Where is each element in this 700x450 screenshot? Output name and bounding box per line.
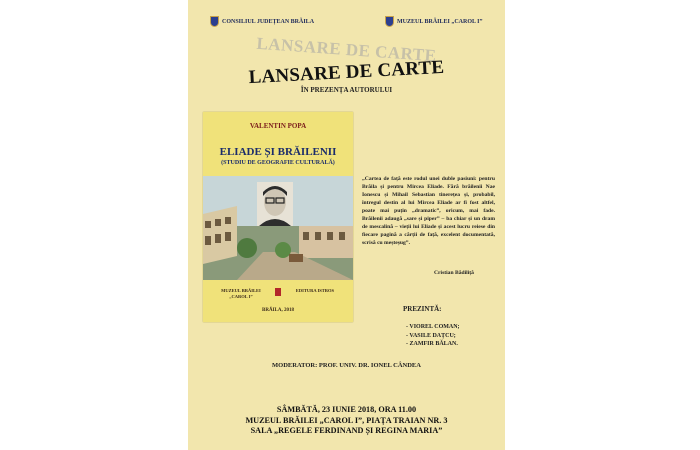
poster-subtitle: ÎN PREZENȚA AUTORULUI: [300, 86, 393, 94]
presenters-list: [406, 323, 460, 349]
publisher-museum-line1: MUZEUL BRĂILEI: [221, 288, 261, 293]
event-room: SALA „REGELE FERDINAND ȘI REGINA MARIA”: [250, 426, 443, 436]
book-title: ELIADE ȘI BRĂILENII: [219, 146, 337, 158]
book-quote: „Cartea de față este rodul unei duble pasiuni: pentru Brăila și pentru Mircea Eliade. Fără brăilenii Nae Ionescu și Mihail Sebastian tinerețea și, probabil, întregul destin al lui Mircea Eliade ar fi fost altfel, poate mai puțin „dramatic”, oricum, mai fade. Brăilenii adaugă „sare și piper” – ba chiar și un dram de mescalină – vieții lui Eliade și acest lucru reiese din fiecare pagină a cărții de față, excelent documentată, scrisă cu meșteșug”.: [362, 176, 495, 246]
presenter-name: - VASILE DAȚCU;: [406, 332, 456, 339]
event-details: [188, 405, 505, 437]
title-shadow: LANSARE DE CARTE: [255, 33, 438, 66]
book-cover: [203, 112, 353, 322]
poster-title: LANSARE DE CARTE: [248, 56, 445, 89]
museum-crest-icon: [385, 16, 394, 27]
museum-logo: [385, 16, 483, 27]
event-date: SÂMBĂTĂ, 23 IUNIE 2018, ORA 11.00: [276, 405, 417, 414]
event-venue: MUZEUL BRĂILEI „CAROL I”, PIAȚA TRAIAN NR. 3: [245, 415, 448, 425]
publication-place-year: BRĂILA, 2018: [262, 308, 294, 313]
county-council-label: CONSILIUL JUDEȚEAN BRĂILA: [222, 18, 315, 25]
presenters-label: PREZINTĂ:: [403, 305, 442, 313]
quote-author: Cristian Bădiliță: [434, 270, 474, 276]
publisher-logo-icon: [275, 288, 281, 296]
publisher-istros: EDITURA ISTROS: [295, 288, 335, 293]
street-and-portrait-image: [203, 176, 353, 280]
book-subtitle: (STUDIU DE GEOGRAFIE CULTURALĂ): [221, 160, 335, 166]
county-council-logo: [210, 16, 314, 27]
publisher-museum: [211, 288, 271, 299]
presenter-name: - VIOREL COMAN;: [406, 324, 460, 330]
county-crest-icon: [210, 16, 219, 27]
cover-illustration: [203, 176, 353, 280]
presenter-name: - ZAMFIR BĂLAN.: [406, 341, 458, 348]
museum-label: MUZEUL BRĂILEI „CAROL I”: [397, 18, 483, 25]
moderator-line: MODERATOR: PROF. UNIV. DR. IONEL CÂNDEA: [272, 362, 421, 369]
publisher-museum-line2: „CAROL I”: [229, 293, 253, 299]
book-author: VALENTIN POPA: [249, 122, 307, 130]
